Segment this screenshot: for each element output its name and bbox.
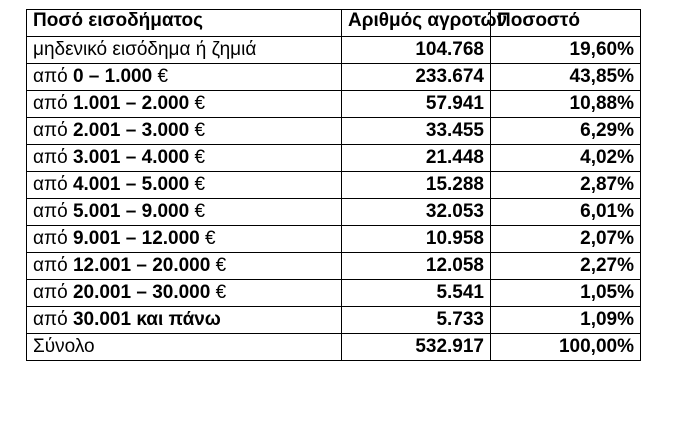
range-prefix: από bbox=[33, 309, 73, 330]
income-range-cell bbox=[27, 307, 342, 334]
range-prefix: από bbox=[33, 174, 73, 195]
percentage-cell: 6,01% bbox=[491, 199, 641, 226]
percentage-cell: 6,29% bbox=[491, 118, 641, 145]
table-row bbox=[27, 37, 641, 64]
farmer-count-cell: 33.455 bbox=[342, 118, 491, 145]
farmer-count-cell: 104.768 bbox=[342, 37, 491, 64]
range-suffix: € bbox=[210, 282, 227, 303]
income-distribution-table bbox=[26, 9, 641, 361]
percentage-cell: 19,60% bbox=[491, 37, 641, 64]
range-prefix: από bbox=[33, 201, 73, 222]
farmer-count-cell: 5.733 bbox=[342, 307, 491, 334]
table-row bbox=[27, 91, 641, 118]
range-prefix: από bbox=[33, 255, 73, 276]
total-percentage-cell: 100,00% bbox=[491, 334, 641, 361]
header-row bbox=[27, 10, 641, 37]
range-value: 30.001 και πάνω bbox=[72, 309, 221, 330]
range-suffix: € bbox=[189, 120, 206, 141]
total-count-cell: 532.917 bbox=[342, 334, 491, 361]
farmer-count-cell: 5.541 bbox=[342, 280, 491, 307]
farmer-count-cell: 12.058 bbox=[342, 253, 491, 280]
income-range-cell bbox=[27, 37, 342, 64]
total-label-cell: Σύνολο bbox=[27, 334, 342, 361]
total-row bbox=[27, 334, 641, 361]
income-range-cell bbox=[27, 172, 342, 199]
range-suffix: € bbox=[189, 201, 206, 222]
farmer-count-cell: 57.941 bbox=[342, 91, 491, 118]
range-value: 20.001 – 30.000 bbox=[72, 282, 211, 303]
table-row bbox=[27, 199, 641, 226]
range-prefix: από bbox=[33, 120, 73, 141]
range-value: 9.001 – 12.000 bbox=[72, 228, 200, 249]
farmer-count-cell: 32.053 bbox=[342, 199, 491, 226]
farmer-count-cell: 21.448 bbox=[342, 145, 491, 172]
header-farmer-count: Αριθμός αγροτών bbox=[342, 10, 491, 37]
range-prefix: από bbox=[33, 93, 73, 114]
range-value: 4.001 – 5.000 bbox=[72, 174, 190, 195]
farmer-count-cell: 15.288 bbox=[342, 172, 491, 199]
table-row bbox=[27, 172, 641, 199]
percentage-cell: 2,27% bbox=[491, 253, 641, 280]
range-value: 0 – 1.000 bbox=[72, 66, 153, 87]
percentage-cell: 1,09% bbox=[491, 307, 641, 334]
percentage-cell: 43,85% bbox=[491, 64, 641, 91]
table-row bbox=[27, 253, 641, 280]
range-value: 5.001 – 9.000 bbox=[72, 201, 190, 222]
income-range-cell bbox=[27, 280, 342, 307]
percentage-cell: 10,88% bbox=[491, 91, 641, 118]
income-range-cell bbox=[27, 118, 342, 145]
farmer-count-cell: 10.958 bbox=[342, 226, 491, 253]
header-percentage: Ποσοστό bbox=[491, 10, 641, 37]
range-value: 2.001 – 3.000 bbox=[72, 120, 190, 141]
range-value: 1.001 – 2.000 bbox=[72, 93, 190, 114]
range-suffix: € bbox=[152, 66, 169, 87]
table-row bbox=[27, 280, 641, 307]
percentage-cell: 4,02% bbox=[491, 145, 641, 172]
table-row bbox=[27, 118, 641, 145]
income-range-cell bbox=[27, 64, 342, 91]
income-range-cell bbox=[27, 145, 342, 172]
range-value: 3.001 – 4.000 bbox=[72, 147, 190, 168]
table-row bbox=[27, 307, 641, 334]
income-range-cell bbox=[27, 226, 342, 253]
range-prefix: μηδενικό εισόδημα ή ζημιά bbox=[33, 39, 257, 60]
income-range-cell bbox=[27, 253, 342, 280]
range-prefix: από bbox=[33, 282, 73, 303]
range-value: 12.001 – 20.000 bbox=[72, 255, 211, 276]
range-prefix: από bbox=[33, 228, 73, 249]
header-income-range: Ποσό εισοδήματος bbox=[27, 10, 342, 37]
range-prefix: από bbox=[33, 66, 73, 87]
income-range-cell bbox=[27, 91, 342, 118]
income-range-cell bbox=[27, 199, 342, 226]
table-row bbox=[27, 145, 641, 172]
range-suffix: € bbox=[210, 255, 227, 276]
range-suffix: € bbox=[189, 174, 206, 195]
farmer-count-cell: 233.674 bbox=[342, 64, 491, 91]
range-suffix: € bbox=[189, 93, 206, 114]
percentage-cell: 1,05% bbox=[491, 280, 641, 307]
table-row bbox=[27, 64, 641, 91]
range-suffix: € bbox=[189, 147, 206, 168]
range-suffix: € bbox=[199, 228, 216, 249]
percentage-cell: 2,87% bbox=[491, 172, 641, 199]
percentage-cell: 2,07% bbox=[491, 226, 641, 253]
range-prefix: από bbox=[33, 147, 73, 168]
table-row bbox=[27, 226, 641, 253]
